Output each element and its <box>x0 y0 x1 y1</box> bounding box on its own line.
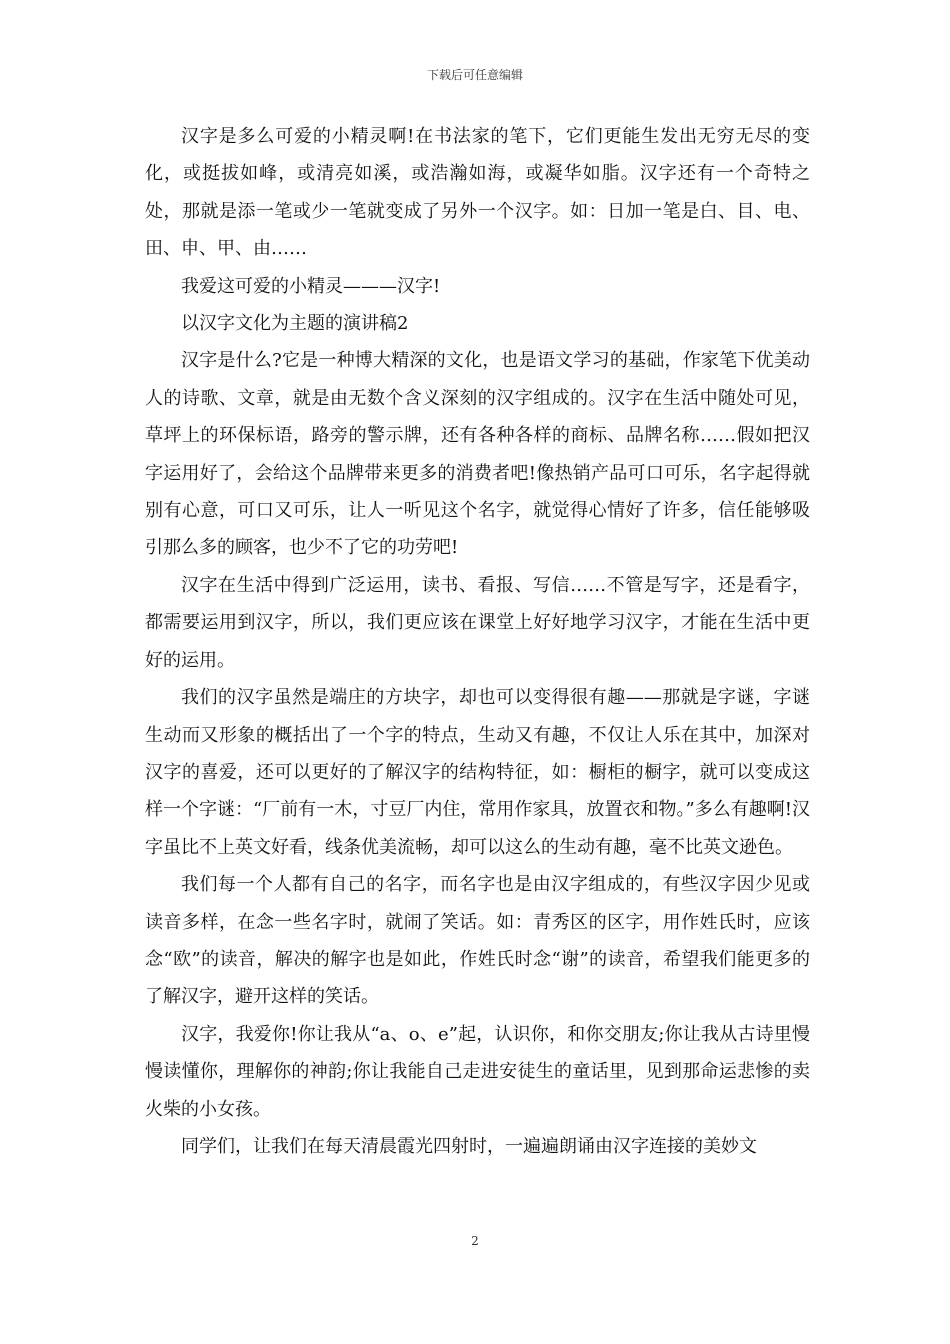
paragraph: 汉字在生活中得到广泛运用，读书、看报、写信……不管是写字，还是看字，都需要运用到汉字，所以，我们更应该在课堂上好好地学习汉字，才能在生活中更好的运用。 <box>145 574 810 671</box>
paragraph: 汉字，我爱你!你让我从“a、o、e”起，认识你，和你交朋友;你让我从古诗里慢慢读懂你，理解你的神韵;你让我能自己走进安徒生的童话里，见到那命运悲惨的卖火柴的小女孩。 <box>145 1023 810 1120</box>
document-body <box>145 118 810 1165</box>
paragraph: 我们的汉字虽然是端庄的方块字，却也可以变得很有趣——那就是字谜，字谜生动而又形象的概括出了一个字的特点，生动又有趣，不仅让人乐在其中，加深对汉字的喜爱，还可以更好的了解汉字的结构特征，如：橱柜的橱字，就可以变成这样一个字谜：“厂前有一木，寸豆厂内住，常用作家具，放置衣和物。”多么有趣啊!汉字虽比不上英文好看，线条优美流畅，却可以这么的生动有趣，毫不比英文逊色。 <box>145 687 810 858</box>
section-title: 以汉字文化为主题的演讲稿2 <box>181 313 409 335</box>
paragraph: 我们每一个人都有自己的名字，而名字也是由汉字组成的，有些汉字因少见或读音多样，在念一些名字时，就闹了笑话。如：青秀区的区字，用作姓氏时，应该念“欧”的读音，解决的解字也是如此，作姓氏时念“谢”的读音，希望我们能更多的了解汉字，避开这样的笑话。 <box>145 874 810 1008</box>
page-header: 下载后可任意编辑 <box>426 68 523 82</box>
paragraph: 汉字是什么?它是一种博大精深的文化，也是语文学习的基础，作家笔下优美动人的诗歌、文章，就是由无数个含义深刻的汉字组成的。汉字在生活中随处可见，草坪上的环保标语，路旁的警示牌，还有各种各样的商标、品牌名称……假如把汉字运用好了，会给这个品牌带来更多的消费者吧!像热销产品可口可乐，名字起得就别有心意，可口又可乐，让人一听见这个名字，就觉得心情好了许多，信任能够吸引那么多的顾客，也少不了它的功劳吧! <box>145 350 810 559</box>
paragraph: 汉字是多么可爱的小精灵啊!在书法家的笔下，它们更能生发出无穷无尽的变化，或挺拔如峰，或清亮如溪，或浩瀚如海，或凝华如脂。汉字还有一个奇特之处，那就是添一笔或少一笔就变成了另外一个汉字。如：日加一笔是白、目、电、田、申、甲、由…… <box>145 126 810 260</box>
paragraph: 我爱这可爱的小精灵———汉字! <box>181 275 441 297</box>
page-number: 2 <box>471 1234 479 1248</box>
paragraph: 同学们，让我们在每天清晨霞光四射时，一遍遍朗诵由汉字连接的美妙文 <box>181 1135 757 1157</box>
